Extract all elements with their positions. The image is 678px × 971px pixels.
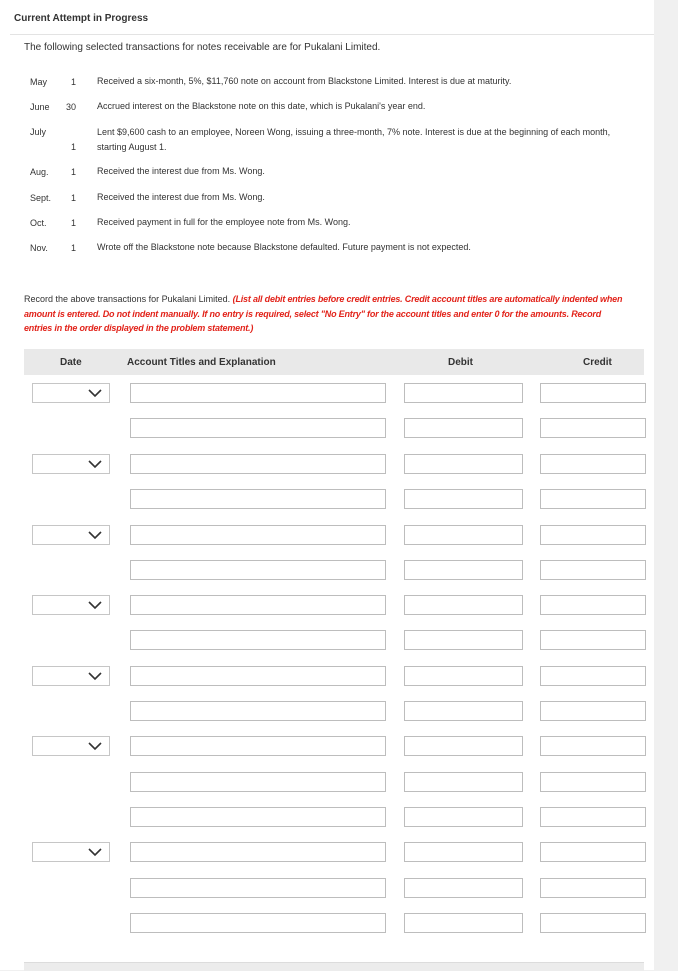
journal-row — [0, 489, 654, 513]
chevron-down-icon — [88, 389, 102, 398]
transaction-day: 1 — [70, 142, 76, 152]
journal-row — [0, 595, 654, 619]
journal-row — [0, 807, 654, 831]
debit-amount-input[interactable] — [404, 913, 523, 933]
transaction-description: Lent $9,600 cash to an employee, Noreen Wong, issuing a three-month, 7% note. Interest is due at the beginning of each month, starting August 1. — [97, 127, 611, 152]
transaction-description: Accrued interest on the Blackstone note on this date, which is Pukalani's year end. — [97, 101, 426, 111]
problem-intro: The following selected transactions for notes receivable are for Pukalani Limited. — [24, 42, 381, 53]
transaction-description: Received the interest due from Ms. Wong. — [97, 192, 265, 202]
transaction-description: Received payment in full for the employee note from Ms. Wong. — [97, 217, 351, 227]
credit-amount-input[interactable] — [540, 595, 646, 615]
transaction-month: Aug. — [30, 167, 49, 177]
date-select[interactable] — [32, 595, 110, 615]
journal-row — [0, 525, 654, 549]
account-title-input[interactable] — [130, 418, 386, 438]
credit-amount-input[interactable] — [540, 560, 646, 580]
chevron-down-icon — [88, 601, 102, 610]
chevron-down-icon — [88, 742, 102, 751]
debit-amount-input[interactable] — [404, 807, 523, 827]
transaction-description: Wrote off the Blackstone note because Blackstone defaulted. Future payment is not expected. — [97, 242, 471, 252]
journal-row — [0, 418, 654, 442]
instructions — [24, 292, 628, 336]
credit-amount-input[interactable] — [540, 383, 646, 403]
date-select[interactable] — [32, 454, 110, 474]
transaction-day: 1 — [70, 243, 76, 253]
transaction-month: May — [30, 77, 48, 87]
date-select[interactable] — [32, 383, 110, 403]
date-select[interactable] — [32, 525, 110, 545]
journal-row — [0, 736, 654, 760]
credit-amount-input[interactable] — [540, 772, 646, 792]
debit-amount-input[interactable] — [404, 418, 523, 438]
journal-row — [0, 383, 654, 407]
credit-amount-input[interactable] — [540, 630, 646, 650]
debit-amount-input[interactable] — [404, 630, 523, 650]
journal-row — [0, 878, 654, 902]
account-title-input[interactable] — [130, 383, 386, 403]
debit-amount-input[interactable] — [404, 525, 523, 545]
debit-amount-input[interactable] — [404, 772, 523, 792]
journal-row — [0, 560, 654, 584]
account-title-input[interactable] — [130, 525, 386, 545]
debit-amount-input[interactable] — [404, 701, 523, 721]
account-title-input[interactable] — [130, 560, 386, 580]
credit-amount-input[interactable] — [540, 454, 646, 474]
journal-row — [0, 454, 654, 478]
journal-table-header — [24, 349, 644, 375]
journal-row — [0, 630, 654, 654]
transaction-day: 1 — [70, 167, 76, 177]
transaction-month: June — [30, 102, 50, 112]
chevron-down-icon — [88, 531, 102, 540]
journal-row — [0, 772, 654, 796]
account-title-input[interactable] — [130, 666, 386, 686]
transaction-month: Nov. — [30, 243, 48, 253]
journal-row — [0, 913, 654, 937]
transaction-month: Sept. — [30, 193, 52, 203]
date-select[interactable] — [32, 736, 110, 756]
transaction-day: 1 — [70, 193, 76, 203]
credit-amount-input[interactable] — [540, 525, 646, 545]
debit-amount-input[interactable] — [404, 489, 523, 509]
transaction-day: 1 — [70, 77, 76, 87]
instructions-text: Record the above transactions for Pukalani Limited. — [24, 294, 231, 304]
chevron-down-icon — [88, 848, 102, 857]
credit-amount-input[interactable] — [540, 418, 646, 438]
instructions-hint: (List all debit entries before credit entries. Credit account titles are automatically indented when amount is entered. Do not indent manually. If no entry is required, select "No Entry" for the account titles and enter 0 for the amounts. Record entries in the order displayed in the problem statement.) — [24, 294, 623, 333]
credit-amount-input[interactable] — [540, 842, 646, 862]
debit-amount-input[interactable] — [404, 560, 523, 580]
chevron-down-icon — [88, 460, 102, 469]
debit-amount-input[interactable] — [404, 383, 523, 403]
debit-amount-input[interactable] — [404, 878, 523, 898]
transaction-day: 30 — [65, 102, 76, 112]
credit-amount-input[interactable] — [540, 701, 646, 721]
account-title-input[interactable] — [130, 630, 386, 650]
transaction-description: Received a six-month, 5%, $11,760 note on account from Blackstone Limited. Interest is due at maturity. — [97, 76, 512, 86]
account-title-input[interactable] — [130, 878, 386, 898]
debit-amount-input[interactable] — [404, 842, 523, 862]
account-title-input[interactable] — [130, 701, 386, 721]
credit-amount-input[interactable] — [540, 666, 646, 686]
account-title-input[interactable] — [130, 913, 386, 933]
debit-amount-input[interactable] — [404, 595, 523, 615]
date-column-header: Date — [60, 357, 82, 368]
transaction-day: 1 — [70, 218, 76, 228]
credit-amount-input[interactable] — [540, 736, 646, 756]
account-title-input[interactable] — [130, 772, 386, 792]
credit-amount-input[interactable] — [540, 489, 646, 509]
transaction-description: Received the interest due from Ms. Wong. — [97, 166, 265, 176]
account-column-header: Account Titles and Explanation — [127, 357, 276, 368]
account-title-input[interactable] — [130, 489, 386, 509]
debit-column-header: Debit — [448, 357, 473, 368]
debit-amount-input[interactable] — [404, 666, 523, 686]
date-select[interactable] — [32, 842, 110, 862]
journal-row — [0, 842, 654, 866]
account-title-input[interactable] — [130, 807, 386, 827]
transaction-month: July — [30, 127, 47, 137]
account-title-input[interactable] — [130, 842, 386, 862]
account-title-input[interactable] — [130, 736, 386, 756]
journal-row — [0, 701, 654, 725]
journal-row — [0, 666, 654, 690]
account-title-input[interactable] — [130, 595, 386, 615]
debit-amount-input[interactable] — [404, 736, 523, 756]
transaction-month: Oct. — [30, 218, 47, 228]
debit-amount-input[interactable] — [404, 454, 523, 474]
credit-amount-input[interactable] — [540, 807, 646, 827]
account-title-input[interactable] — [130, 454, 386, 474]
page-title: Current Attempt in Progress — [14, 13, 149, 24]
date-select[interactable] — [32, 666, 110, 686]
header-divider — [10, 34, 654, 35]
credit-column-header: Credit — [583, 357, 612, 368]
chevron-down-icon — [88, 672, 102, 681]
credit-amount-input[interactable] — [540, 913, 646, 933]
credit-amount-input[interactable] — [540, 878, 646, 898]
